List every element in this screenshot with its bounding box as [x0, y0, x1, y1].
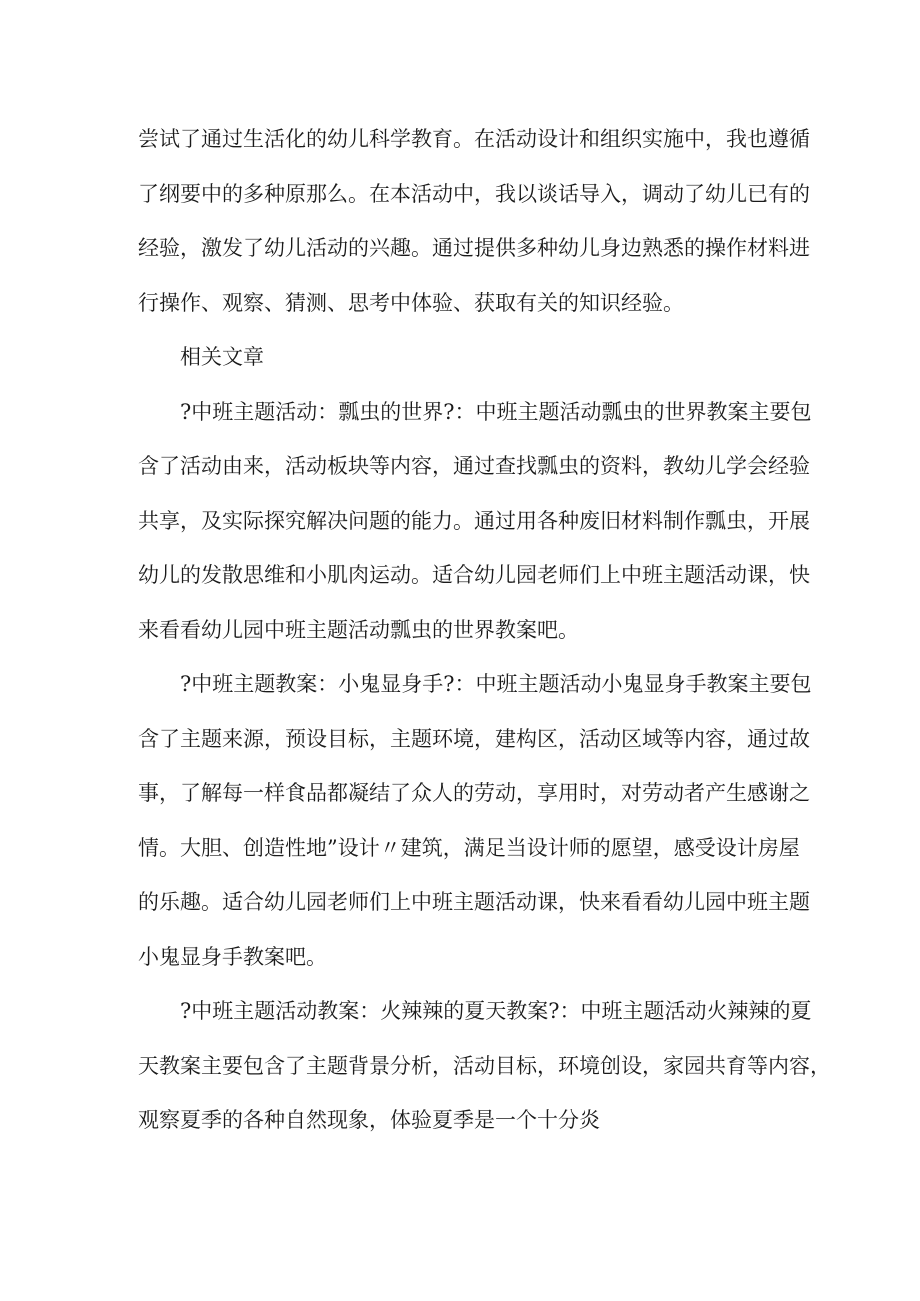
text-line: 事，了解每一样食品都凝结了众人的劳动，享用时，对劳动者产生感谢之: [138, 781, 810, 805]
text-line: 行操作、观察、猜测、思考中体验、获取有关的知识经验。: [138, 290, 684, 315]
text-line: 经验，激发了幼儿活动的兴趣。通过提供多种幼儿身边熟悉的操作材料进: [138, 236, 810, 260]
text-line: 观察夏季的各种自然现象，体验夏季是一个十分炎: [138, 1108, 600, 1132]
text-line: 了纲要中的多种原那么。在本活动中，我以谈话导入，调动了幼儿已有的: [138, 181, 810, 206]
text-line: ?中班主题教案：小鬼显身手?：中班主题活动小鬼显身手教案主要包: [180, 672, 812, 696]
related-articles-heading: [138, 330, 794, 385]
paragraph-article-ladybug: [138, 385, 812, 658]
document-body: [138, 112, 831, 1148]
text-line: 的乐趣。适合幼儿园老师们上中班主题活动课，快来看看幼儿园中班主题: [138, 890, 810, 914]
text-line: ?中班主题活动：瓢虫的世界?：中班主题活动瓢虫的世界教案主要包: [180, 399, 812, 424]
text-line: 幼儿的发散思维和小肌肉运动。适合幼儿园老师们上中班主题活动课，快: [138, 563, 810, 587]
text-line: 来看看幼儿园中班主题活动瓢虫的世界教案吧。: [138, 617, 579, 642]
text-line: 天教案主要包含了主题背景分析，活动目标，环境创设，家园共育等内容，: [138, 1053, 831, 1078]
heading-text: 相关文章: [180, 345, 264, 369]
text-line: 小鬼显身手教案吧。: [138, 944, 327, 969]
text-line: ?中班主题活动教案：火辣辣的夏天教案?：中班主题活动火辣辣的夏: [180, 999, 812, 1023]
text-line: 情。大胆、创造性地”设计〃建筑，满足当设计师的愿望，感受设计房屋: [138, 835, 800, 860]
text-line: 共享，及实际探究解决问题的能力。通过用各种废旧材料制作瓢虫，开展: [138, 508, 810, 533]
paragraph-article-summer: [138, 984, 831, 1148]
text-line: 含了主题来源，预设目标，主题环境，建构区，活动区域等内容，通过故: [138, 726, 810, 751]
text-line: 尝试了通过生活化的幼儿科学教育。在活动设计和组织实施中，我也遵循: [138, 127, 810, 151]
text-line: 含了活动由来，活动板块等内容，通过查找瓢虫的资料，教幼儿学会经验: [138, 454, 810, 478]
paragraph-intro: [138, 112, 810, 330]
paragraph-article-little-ghost: [138, 657, 812, 984]
